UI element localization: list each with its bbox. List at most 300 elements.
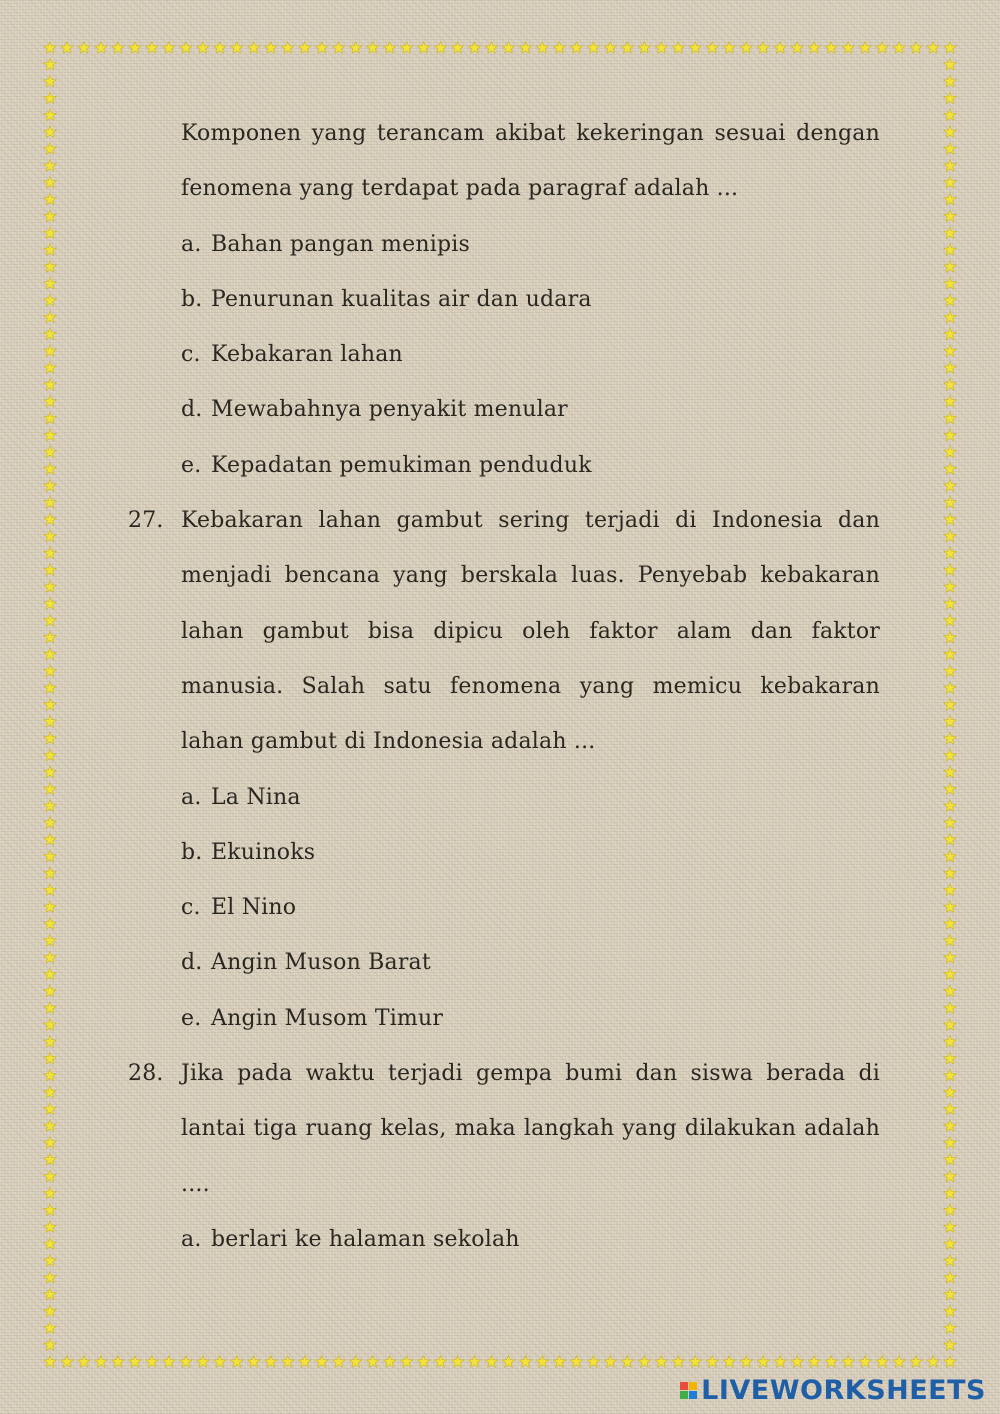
star-icon bbox=[95, 1356, 107, 1368]
question-line: Komponen yang terancam akibat kekeringan sesuai dengan bbox=[181, 121, 880, 146]
star-icon bbox=[944, 884, 956, 896]
star-icon bbox=[44, 682, 56, 694]
answer-option-b[interactable] bbox=[128, 270, 880, 325]
option-text: Mewabahnya penyakit menular bbox=[211, 397, 568, 423]
star-icon bbox=[44, 1153, 56, 1165]
star-icon bbox=[842, 42, 854, 54]
liveworksheets-logo-icon bbox=[680, 1382, 697, 1399]
option-letter: a. bbox=[181, 784, 202, 810]
star-icon bbox=[944, 749, 956, 761]
star-icon bbox=[485, 1356, 497, 1368]
star-icon bbox=[417, 1356, 429, 1368]
star-icon bbox=[44, 1271, 56, 1283]
star-icon bbox=[808, 1356, 820, 1368]
question-line: .... bbox=[181, 1171, 210, 1197]
star-icon bbox=[214, 42, 226, 54]
star-icon bbox=[44, 699, 56, 711]
star-icon bbox=[944, 496, 956, 508]
star-icon bbox=[944, 143, 956, 155]
star-icon bbox=[944, 1305, 956, 1317]
star-icon bbox=[78, 42, 90, 54]
star-icon bbox=[944, 1170, 956, 1182]
star-icon bbox=[944, 1238, 956, 1250]
star-icon bbox=[248, 1356, 260, 1368]
star-icon bbox=[536, 42, 548, 54]
star-icon bbox=[825, 1356, 837, 1368]
star-icon bbox=[944, 109, 956, 121]
option-text: El Nino bbox=[211, 895, 297, 921]
star-icon bbox=[774, 42, 786, 54]
star-icon bbox=[44, 1035, 56, 1047]
star-icon bbox=[44, 1221, 56, 1233]
star-icon bbox=[44, 446, 56, 458]
option-letter: c. bbox=[181, 342, 201, 368]
star-icon bbox=[689, 42, 701, 54]
question-number: 27. bbox=[128, 508, 164, 534]
star-icon bbox=[44, 109, 56, 121]
star-icon bbox=[44, 1103, 56, 1115]
star-icon bbox=[44, 513, 56, 525]
star-icon bbox=[553, 1356, 565, 1368]
star-icon bbox=[944, 1103, 956, 1115]
star-icon bbox=[944, 682, 956, 694]
star-icon bbox=[44, 1086, 56, 1098]
brand-name: LIVEWORKSHEETS bbox=[701, 1375, 986, 1406]
star-icon bbox=[468, 42, 480, 54]
star-icon bbox=[910, 1356, 922, 1368]
star-icon bbox=[944, 1137, 956, 1149]
star-icon bbox=[842, 1356, 854, 1368]
star-icon bbox=[44, 1322, 56, 1334]
star-icon bbox=[44, 412, 56, 424]
star-icon bbox=[44, 159, 56, 171]
star-icon bbox=[944, 732, 956, 744]
star-icon bbox=[910, 42, 922, 54]
star-icon bbox=[197, 42, 209, 54]
star-icon bbox=[44, 311, 56, 323]
star-icon bbox=[944, 867, 956, 879]
star-icon bbox=[231, 1356, 243, 1368]
star-icon bbox=[621, 1356, 633, 1368]
star-icon bbox=[944, 766, 956, 778]
star-icon bbox=[944, 1271, 956, 1283]
star-icon bbox=[944, 783, 956, 795]
option-text: Ekuinoks bbox=[211, 839, 316, 865]
star-icon bbox=[944, 1322, 956, 1334]
star-icon bbox=[570, 1356, 582, 1368]
option-letter: b. bbox=[181, 839, 203, 865]
star-icon bbox=[44, 277, 56, 289]
star-icon bbox=[723, 42, 735, 54]
star-icon bbox=[944, 261, 956, 273]
star-icon bbox=[231, 42, 243, 54]
star-icon bbox=[95, 42, 107, 54]
continued-question bbox=[128, 104, 880, 491]
star-icon bbox=[519, 1356, 531, 1368]
star-icon bbox=[44, 850, 56, 862]
option-text: Angin Muson Barat bbox=[211, 950, 431, 976]
answer-option-e[interactable] bbox=[128, 989, 880, 1044]
star-icon bbox=[944, 126, 956, 138]
star-icon bbox=[383, 1356, 395, 1368]
star-icon bbox=[44, 749, 56, 761]
star-icon bbox=[44, 665, 56, 677]
answer-option-a[interactable] bbox=[128, 215, 880, 270]
star-icon bbox=[944, 564, 956, 576]
star-icon bbox=[944, 918, 956, 930]
star-icon bbox=[706, 1356, 718, 1368]
star-icon bbox=[44, 1204, 56, 1216]
question-line: lahan gambut bisa dipicu oleh faktor alam dan faktor bbox=[181, 618, 880, 644]
answer-option-a[interactable] bbox=[128, 768, 880, 823]
star-icon bbox=[44, 244, 56, 256]
star-icon bbox=[44, 951, 56, 963]
star-icon bbox=[944, 210, 956, 222]
star-icon bbox=[44, 766, 56, 778]
question-line: menjadi bencana yang berskala luas. Penyebab kebakaran bbox=[181, 563, 880, 589]
option-text: Bahan pangan menipis bbox=[211, 231, 470, 257]
star-icon bbox=[180, 42, 192, 54]
star-icon bbox=[944, 362, 956, 374]
star-icon bbox=[944, 850, 956, 862]
star-icon bbox=[44, 1137, 56, 1149]
answer-option-a[interactable] bbox=[128, 1210, 880, 1265]
star-icon bbox=[825, 42, 837, 54]
star-icon bbox=[44, 378, 56, 390]
star-icon bbox=[44, 294, 56, 306]
star-icon bbox=[400, 1356, 412, 1368]
star-icon bbox=[44, 1238, 56, 1250]
star-icon bbox=[740, 1356, 752, 1368]
star-icon bbox=[146, 42, 158, 54]
star-icon bbox=[44, 1305, 56, 1317]
star-icon bbox=[44, 614, 56, 626]
star-icon bbox=[944, 547, 956, 559]
star-icon bbox=[944, 1120, 956, 1132]
star-icon bbox=[944, 1153, 956, 1165]
star-icon bbox=[163, 42, 175, 54]
option-letter: d. bbox=[181, 397, 203, 423]
star-icon bbox=[706, 42, 718, 54]
star-icon bbox=[944, 901, 956, 913]
star-icon bbox=[944, 1086, 956, 1098]
star-icon bbox=[672, 42, 684, 54]
star-icon bbox=[299, 42, 311, 54]
star-icon bbox=[944, 311, 956, 323]
star-icon bbox=[44, 1019, 56, 1031]
star-icon bbox=[587, 42, 599, 54]
star-icon bbox=[944, 648, 956, 660]
star-icon bbox=[44, 867, 56, 879]
star-icon bbox=[333, 1356, 345, 1368]
star-icon bbox=[876, 42, 888, 54]
star-icon bbox=[944, 480, 956, 492]
star-icon bbox=[723, 1356, 735, 1368]
star-icon bbox=[927, 1356, 939, 1368]
star-icon bbox=[944, 1356, 956, 1368]
star-icon bbox=[944, 833, 956, 845]
star-icon bbox=[944, 1221, 956, 1233]
star-icon bbox=[44, 783, 56, 795]
option-letter: a. bbox=[181, 231, 202, 257]
worksheet-content bbox=[128, 104, 880, 1265]
star-icon bbox=[944, 446, 956, 458]
star-icon bbox=[944, 277, 956, 289]
star-icon bbox=[282, 42, 294, 54]
star-icon bbox=[536, 1356, 548, 1368]
star-icon bbox=[44, 816, 56, 828]
star-icon bbox=[61, 1356, 73, 1368]
star-icon bbox=[44, 328, 56, 340]
star-icon bbox=[44, 1288, 56, 1300]
star-icon bbox=[44, 126, 56, 138]
star-icon bbox=[44, 547, 56, 559]
star-icon bbox=[944, 1002, 956, 1014]
star-icon bbox=[333, 42, 345, 54]
star-icon bbox=[604, 1356, 616, 1368]
star-icon bbox=[44, 261, 56, 273]
option-letter: e. bbox=[181, 1005, 202, 1031]
star-icon bbox=[265, 1356, 277, 1368]
star-icon bbox=[44, 92, 56, 104]
star-icon bbox=[44, 1187, 56, 1199]
star-icon bbox=[570, 42, 582, 54]
star-icon bbox=[944, 934, 956, 946]
star-icon bbox=[944, 800, 956, 812]
star-icon bbox=[129, 1356, 141, 1368]
star-icon bbox=[944, 951, 956, 963]
option-letter: a. bbox=[181, 1226, 202, 1252]
star-icon bbox=[44, 42, 56, 54]
star-icon bbox=[944, 597, 956, 609]
star-icon bbox=[944, 429, 956, 441]
star-icon bbox=[944, 412, 956, 424]
star-icon bbox=[44, 732, 56, 744]
star-icon bbox=[553, 42, 565, 54]
star-icon bbox=[44, 715, 56, 727]
star-icon bbox=[944, 328, 956, 340]
option-letter: c. bbox=[181, 895, 201, 921]
star-icon bbox=[944, 631, 956, 643]
star-icon bbox=[757, 42, 769, 54]
answer-option-b[interactable] bbox=[128, 823, 880, 878]
star-icon bbox=[316, 42, 328, 54]
star-icon bbox=[944, 395, 956, 407]
option-letter: e. bbox=[181, 452, 202, 478]
star-icon bbox=[451, 1356, 463, 1368]
star-icon bbox=[44, 1002, 56, 1014]
star-icon bbox=[944, 1288, 956, 1300]
star-icon bbox=[44, 968, 56, 980]
star-icon bbox=[44, 345, 56, 357]
star-icon bbox=[180, 1356, 192, 1368]
star-icon bbox=[944, 92, 956, 104]
star-icon bbox=[944, 193, 956, 205]
star-icon bbox=[61, 42, 73, 54]
star-icon bbox=[44, 597, 56, 609]
option-text: Kebakaran lahan bbox=[211, 342, 403, 368]
option-text: Angin Musom Timur bbox=[211, 1005, 444, 1031]
star-icon bbox=[944, 159, 956, 171]
star-icon bbox=[485, 42, 497, 54]
star-icon bbox=[44, 581, 56, 593]
star-icon bbox=[944, 513, 956, 525]
star-icon bbox=[265, 42, 277, 54]
star-icon bbox=[44, 176, 56, 188]
star-icon bbox=[638, 1356, 650, 1368]
star-icon bbox=[282, 1356, 294, 1368]
star-icon bbox=[44, 1052, 56, 1064]
star-icon bbox=[44, 648, 56, 660]
star-icon bbox=[44, 901, 56, 913]
question-line: lahan gambut di Indonesia adalah ... bbox=[181, 729, 596, 755]
star-icon bbox=[316, 1356, 328, 1368]
star-icon bbox=[44, 1339, 56, 1351]
question-line: manusia. Salah satu fenomena yang memicu kebakaran bbox=[181, 673, 880, 699]
star-icon bbox=[944, 378, 956, 390]
answer-option-e[interactable] bbox=[128, 436, 880, 491]
star-icon bbox=[876, 1356, 888, 1368]
star-icon bbox=[78, 1356, 90, 1368]
star-icon bbox=[44, 362, 56, 374]
star-icon bbox=[44, 1170, 56, 1182]
star-icon bbox=[434, 42, 446, 54]
star-icon bbox=[44, 833, 56, 845]
star-icon bbox=[774, 1356, 786, 1368]
answer-option-d[interactable] bbox=[128, 380, 880, 435]
star-icon bbox=[944, 1339, 956, 1351]
star-icon bbox=[672, 1356, 684, 1368]
star-icon bbox=[655, 42, 667, 54]
star-icon bbox=[44, 1120, 56, 1132]
star-icon bbox=[44, 193, 56, 205]
star-icon bbox=[502, 1356, 514, 1368]
star-icon bbox=[944, 614, 956, 626]
star-icon bbox=[350, 42, 362, 54]
question-27 bbox=[128, 491, 880, 1044]
star-icon bbox=[44, 463, 56, 475]
star-icon bbox=[944, 1019, 956, 1031]
option-letter: b. bbox=[181, 286, 203, 312]
question-line: Jika pada waktu terjadi gempa bumi dan siswa berada di bbox=[181, 1061, 880, 1087]
star-icon bbox=[944, 176, 956, 188]
star-icon bbox=[44, 884, 56, 896]
option-text: Penurunan kualitas air dan udara bbox=[211, 286, 592, 312]
star-icon bbox=[44, 530, 56, 542]
star-icon bbox=[417, 42, 429, 54]
star-icon bbox=[44, 1069, 56, 1081]
star-icon bbox=[519, 42, 531, 54]
star-icon bbox=[859, 1356, 871, 1368]
star-icon bbox=[791, 42, 803, 54]
star-icon bbox=[859, 42, 871, 54]
star-icon bbox=[44, 800, 56, 812]
star-icon bbox=[944, 816, 956, 828]
answer-option-d[interactable] bbox=[128, 933, 880, 988]
star-icon bbox=[808, 42, 820, 54]
star-icon bbox=[44, 985, 56, 997]
answer-option-c[interactable] bbox=[128, 878, 880, 933]
question-line: lantai tiga ruang kelas, maka langkah yang dilakukan adalah bbox=[181, 1116, 880, 1142]
option-text: La Nina bbox=[211, 784, 301, 810]
star-icon bbox=[944, 1035, 956, 1047]
star-icon bbox=[44, 227, 56, 239]
star-icon bbox=[112, 1356, 124, 1368]
star-icon bbox=[944, 463, 956, 475]
star-icon bbox=[44, 564, 56, 576]
liveworksheets-brand[interactable] bbox=[680, 1375, 986, 1406]
star-icon bbox=[44, 75, 56, 87]
star-icon bbox=[44, 496, 56, 508]
star-icon bbox=[689, 1356, 701, 1368]
star-icon bbox=[400, 42, 412, 54]
star-icon bbox=[604, 42, 616, 54]
star-icon bbox=[44, 1356, 56, 1368]
star-icon bbox=[621, 42, 633, 54]
question-28 bbox=[128, 1044, 880, 1265]
star-icon bbox=[44, 58, 56, 70]
star-icon bbox=[44, 631, 56, 643]
question-line: fenomena yang terdapat pada paragraf adalah ... bbox=[181, 176, 739, 202]
star-icon bbox=[383, 42, 395, 54]
star-icon bbox=[791, 1356, 803, 1368]
star-icon bbox=[944, 345, 956, 357]
star-icon bbox=[944, 227, 956, 239]
answer-option-c[interactable] bbox=[128, 325, 880, 380]
star-icon bbox=[44, 210, 56, 222]
question-line: Kebakaran lahan gambut sering terjadi di Indonesia dan bbox=[181, 508, 880, 534]
star-icon bbox=[146, 1356, 158, 1368]
star-icon bbox=[655, 1356, 667, 1368]
star-icon bbox=[587, 1356, 599, 1368]
star-icon bbox=[468, 1356, 480, 1368]
star-icon bbox=[44, 918, 56, 930]
star-icon bbox=[944, 530, 956, 542]
star-icon bbox=[350, 1356, 362, 1368]
star-icon bbox=[434, 1356, 446, 1368]
star-icon bbox=[129, 42, 141, 54]
star-icon bbox=[214, 1356, 226, 1368]
star-icon bbox=[944, 1052, 956, 1064]
star-icon bbox=[944, 58, 956, 70]
star-icon bbox=[44, 143, 56, 155]
option-text: berlari ke halaman sekolah bbox=[211, 1226, 520, 1252]
star-icon bbox=[502, 42, 514, 54]
star-icon bbox=[944, 294, 956, 306]
question-number: 28. bbox=[128, 1061, 164, 1087]
option-text: Kepadatan pemukiman penduduk bbox=[211, 452, 592, 478]
star-icon bbox=[944, 1187, 956, 1199]
star-icon bbox=[44, 1254, 56, 1266]
option-letter: d. bbox=[181, 950, 203, 976]
star-icon bbox=[44, 395, 56, 407]
star-icon bbox=[638, 42, 650, 54]
star-icon bbox=[944, 244, 956, 256]
star-icon bbox=[44, 480, 56, 492]
star-icon bbox=[299, 1356, 311, 1368]
star-icon bbox=[944, 1204, 956, 1216]
star-icon bbox=[44, 429, 56, 441]
star-icon bbox=[944, 968, 956, 980]
star-icon bbox=[740, 42, 752, 54]
star-icon bbox=[367, 1356, 379, 1368]
star-icon bbox=[944, 75, 956, 87]
star-icon bbox=[944, 1254, 956, 1266]
star-icon bbox=[757, 1356, 769, 1368]
star-icon bbox=[893, 1356, 905, 1368]
star-icon bbox=[944, 581, 956, 593]
star-icon bbox=[893, 42, 905, 54]
